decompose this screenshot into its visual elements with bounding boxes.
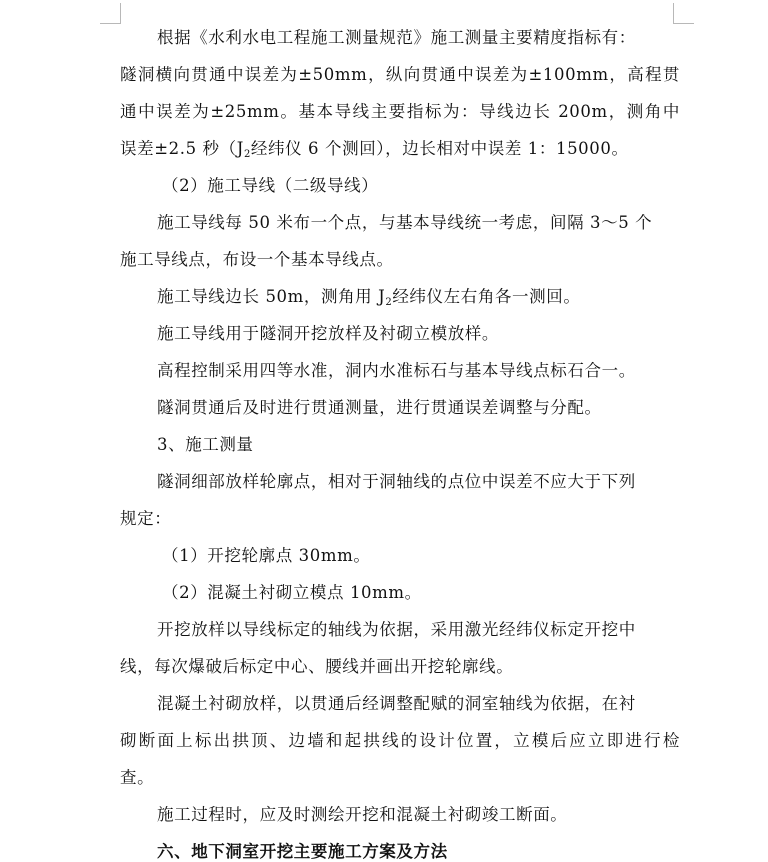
paragraph-line: 根据《水利水电工程施工测量规范》施工测量主要精度指标有：	[157, 28, 636, 47]
text-segment: 经纬仪 6 个测回），边长相对中误差 1：15000。	[250, 139, 629, 158]
page-corner-mark-left	[100, 3, 121, 24]
paragraph-line: 施工过程时，应及时测绘开挖和混凝土衬砌竣工断面。	[157, 805, 568, 824]
text-segment: 施工导线边长 50m，测角用 J	[157, 287, 386, 306]
list-item: （1）开挖轮廓点 30mm。	[162, 546, 371, 565]
paragraph-line: 线，每次爆破后标定中心、腰线并画出开挖轮廓线。	[120, 657, 514, 676]
paragraph-line: 隧洞细部放样轮廓点，相对于洞轴线的点位中误差不应大于下列	[157, 472, 636, 491]
page-corner-mark-right	[673, 3, 694, 24]
paragraph-line: 混凝土衬砌放样，以贯通后经调整配赋的洞室轴线为依据，在衬	[157, 694, 636, 713]
text-segment: 经纬仪左右角各一测回。	[392, 287, 581, 306]
chapter-heading: 六、地下洞室开挖主要施工方案及方法	[157, 842, 448, 861]
paragraph-line: 通中误差为±25mm。基本导线主要指标为：导线边长 200m，测角中	[120, 102, 680, 121]
paragraph-line: 砌断面上标出拱顶、边墙和起拱线的设计位置，立模后应立即进行检	[120, 731, 680, 750]
subheading: （2）施工导线（二级导线）	[162, 176, 379, 195]
section-heading: 3、施工测量	[157, 435, 254, 454]
paragraph-line: 高程控制采用四等水准，洞内水准标石与基本导线点标石合一。	[157, 361, 636, 380]
paragraph-line	[120, 287, 680, 307]
subscript: 2	[385, 297, 393, 308]
paragraph-line	[120, 139, 680, 159]
text-segment: 误差±2.5 秒（J	[120, 139, 244, 158]
paragraph-line: 隧洞贯通后及时进行贯通测量，进行贯通误差调整与分配。	[157, 398, 602, 417]
paragraph-line: 查。	[120, 768, 155, 787]
paragraph-line: 规定：	[120, 509, 172, 528]
paragraph-line: 施工导线用于隧洞开挖放样及衬砌立模放样。	[157, 324, 499, 343]
paragraph-line: 隧洞横向贯通中误差为±50mm，纵向贯通中误差为±100mm，高程贯	[120, 65, 680, 84]
paragraph-line: 开挖放样以导线标定的轴线为依据，采用激光经纬仪标定开挖中	[157, 620, 636, 639]
list-item: （2）混凝土衬砌立模点 10mm。	[162, 583, 422, 602]
subscript: 2	[243, 149, 251, 160]
paragraph-line: 施工导线点，布设一个基本导线点。	[120, 250, 394, 269]
paragraph-line: 施工导线每 50 米布一个点，与基本导线统一考虑，间隔 3～5 个	[157, 213, 653, 232]
